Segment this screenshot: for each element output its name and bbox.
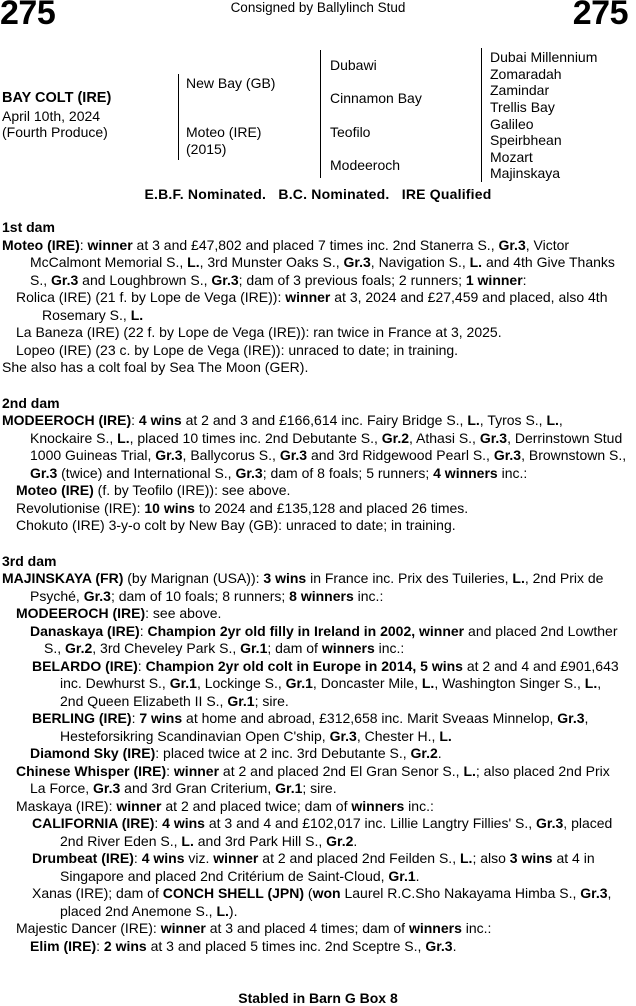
produce-belardo: BELARDO (IRE): Champion 2yr old colt in Europe in 2014, 5 wins at 2 and 4 and £901,643 inc. Dewhurst S., Gr.1, Lockinge S., Gr.1, Doncaster Mile, L., Washington Singer S., L., 2nd Queen Elizabeth II S., Gr.1; sire. xyxy=(32,657,619,709)
produce-revolutionise: Revolutionise (IRE): 10 wins to 2024 and £135,128 and placed 26 times. xyxy=(16,499,469,516)
third-dam-entry: MAJINSKAYA (FR) (by Marignan (USA)): 3 wins in France inc. Prix des Tuileries, L., 2nd Prix de Psyché, Gr.3; dam of 10 foals; 8 runners; 8 winners inc.: xyxy=(2,570,604,604)
first-dam-note: She also has a colt foal by Sea The Moon (GER). xyxy=(2,359,309,375)
produce-diamond-sky: Diamond Sky (IRE): placed twice at 2 inc. 3rd Debutante S., Gr.2. xyxy=(30,745,442,761)
produce-majestic-dancer: Majestic Dancer (IRE): winner at 3 and placed 4 times; dam of winners inc.: xyxy=(16,920,492,936)
dd-dam: Majinskaya xyxy=(490,165,561,181)
produce-california: CALIFORNIA (IRE): 4 wins at 3 and 4 and £102,017 inc. Lillie Langtry Fillies' S., Gr.3, placed 2nd River Eden S., L. and 3rd Park Hill S., Gr.2. xyxy=(32,815,613,849)
produce-chinese-whisper: Chinese Whisper (IRE): winner at 2 and placed 2nd El Gran Senor S., L.; also placed 2nd Prix La Force, Gr.3 and 3rd Gran Criterium, Gr.1; sire. xyxy=(16,762,610,796)
catalogue-body xyxy=(2,219,628,955)
produce-note: (Fourth Produce) xyxy=(2,124,108,140)
ds-sire: Galileo xyxy=(490,116,534,132)
dam-dam: Modeeroch xyxy=(330,157,401,173)
produce-maskaya: Maskaya (IRE): winner at 2 and placed twice; dam of winners inc.: xyxy=(16,797,434,814)
produce-danaskaya: Danaskaya (IRE): Champion 2yr old filly in Ireland in 2002, winner and placed 2nd Lowther S., Gr.2, 3rd Cheveley Park S., Gr.1; dam of winners inc.: xyxy=(30,622,618,656)
sire-sire: Dubawi xyxy=(330,57,377,73)
foaling-date: April 10th, 2024 xyxy=(2,108,101,124)
first-dam-entry: Moteo (IRE): winner at 3 and £47,802 and placed 7 times inc. 2nd Stanerra S., Gr.3, Victor McCalmont Memorial S., L., 3rd Munster Oaks S., Gr.3, Navigation S., L. and 4th Give Thanks S., Gr.3 and Loughbrown S., Gr.3; dam of 3 previous foals; 2 runners; 1 winner: xyxy=(2,236,615,288)
produce-rolica: Rolica (IRE) (21 f. by Lope de Vega (IRE)): winner at 3, 2024 and £27,459 and placed, also 4th Rosemary S., L. xyxy=(16,289,608,323)
second-dam-heading: 2nd dam xyxy=(2,394,60,411)
nominations: E.B.F. Nominated. B.C. Nominated. IRE Qualified xyxy=(144,186,492,202)
produce-la-baneza: La Baneza (IRE) (22 f. by Lope de Vega (IRE)): ran twice in France at 3, 2025. xyxy=(16,324,502,340)
dd-sire: Mozart xyxy=(490,149,533,165)
ds-dam: Speirbhean xyxy=(490,132,562,148)
pedigree-line-2 xyxy=(320,50,321,178)
pedigree-line-3 xyxy=(481,48,482,182)
sd-dam: Trellis Bay xyxy=(490,99,555,115)
sire: New Bay (GB) xyxy=(186,75,276,91)
lot-number-right: 275 xyxy=(572,0,628,32)
produce-berling: BERLING (IRE): 7 wins at home and abroad, £312,658 inc. Marit Sveaas Minnelop, Gr.3, Hesteforsikring Scandinavian Open C'ship, Gr.3, Chester H., L. xyxy=(32,710,589,744)
produce-elim: Elim (IRE): 2 wins at 3 and placed 5 times inc. 2nd Sceptre S., Gr.3. xyxy=(30,937,457,954)
produce-chokuto: Chokuto (IRE) 3-y-o colt by New Bay (GB): unraced to date; in training. xyxy=(16,517,456,533)
ss-sire: Dubai Millennium xyxy=(490,49,598,65)
produce-drumbeat: Drumbeat (IRE): 4 wins viz. winner at 2 and placed 2nd Feilden S., L.; also 3 wins at 4 in Singapore and placed 2nd Critérium de Saint-Cloud, Gr.1. xyxy=(32,850,595,884)
produce-lopeo: Lopeo (IRE) (23 c. by Lope de Vega (IRE)): unraced to date; in training. xyxy=(16,341,459,358)
consignor: Consigned by Ballylinch Stud xyxy=(230,0,406,15)
pedigree-table xyxy=(0,46,636,182)
third-dam-heading: 3rd dam xyxy=(2,552,57,569)
sd-sire: Zamindar xyxy=(490,82,550,98)
produce-xanas: Xanas (IRE); dam of CONCH SHELL (JPN) (won Laurel R.C.Sho Nakayama Himba S., Gr.3, placed 2nd Anemone S., L.). xyxy=(32,885,612,919)
horse-name: BAY COLT (IRE) xyxy=(2,90,112,106)
pedigree-line-1 xyxy=(178,74,179,160)
produce-moteo: Moteo (IRE) (f. by Teofilo (IRE)): see above. xyxy=(16,482,291,498)
dam: Moteo (IRE) xyxy=(186,124,262,140)
dam-year: (2015) xyxy=(186,141,227,157)
stabled-location: Stabled in Barn G Box 8 xyxy=(238,990,398,1006)
first-dam-heading: 1st dam xyxy=(2,219,55,235)
sire-dam: Cinnamon Bay xyxy=(330,90,422,106)
lot-number-left: 275 xyxy=(0,0,56,32)
second-dam-entry: MODEEROCH (IRE): 4 wins at 2 and 3 and £166,614 inc. Fairy Bridge S., L., Tyros S., L., Knockaire S., L., placed 10 times inc. 2nd Debutante S., Gr.2, Athasi S., Gr.3, Derrinstown Stud 1000 Guineas Trial, Gr.3, Ballycorus S., Gr.3 and 3rd Ridgewood Pearl S., Gr.3, Brownstown S., Gr.3 (twice) and International S., Gr.3; dam of 8 foals; 5 runners; 4 winners inc.: xyxy=(2,412,627,481)
produce-modeeroch: MODEEROCH (IRE): see above. xyxy=(16,605,222,621)
ss-dam: Zomaradah xyxy=(490,66,562,82)
dam-sire: Teofilo xyxy=(330,124,371,140)
